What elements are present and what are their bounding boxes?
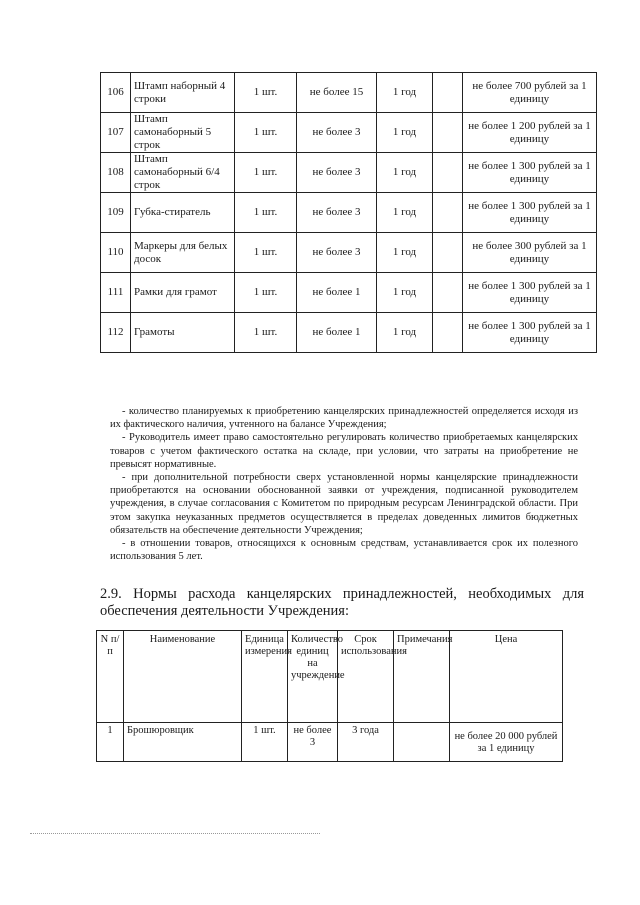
- table-row: [101, 153, 597, 193]
- item-term: 3 года: [338, 723, 394, 762]
- table-header-row: [97, 631, 563, 723]
- item-price: не более 1 300 рублей за 1 единицу: [463, 313, 597, 353]
- item-term: 1 год: [377, 273, 433, 313]
- item-term: 1 год: [377, 113, 433, 153]
- header-term: Срок использования: [338, 631, 394, 723]
- item-price: не более 300 рублей за 1 единицу: [463, 233, 597, 273]
- item-unit: 1 шт.: [235, 73, 297, 113]
- table-row: [101, 313, 597, 353]
- item-price: не более 1 300 рублей за 1 единицу: [463, 273, 597, 313]
- item-quantity: не более 3: [297, 233, 377, 273]
- row-number: 110: [101, 233, 131, 273]
- note-paragraph: - Руководитель имеет право самостоятельно регулировать количество приобретаемых канцелярских товаров с учетом фактического остатка на складе, при условии, что затраты на приобретение не превысят нормативные.: [110, 432, 578, 470]
- section-title: 2.9. Нормы расхода канцелярских принадлежностей, необходимых для обеспечения деятельности Учреждения:: [100, 586, 584, 619]
- stationery-norms-table: [100, 72, 597, 353]
- item-quantity: не более 3: [297, 193, 377, 233]
- item-name: Штамп самонаборный 5 строк: [131, 113, 235, 153]
- item-note: [433, 153, 463, 193]
- row-number: 112: [101, 313, 131, 353]
- item-price: не более 700 рублей за 1 единицу: [463, 73, 597, 113]
- table-row: [101, 273, 597, 313]
- row-number: 107: [101, 113, 131, 153]
- item-quantity: не более 1: [297, 273, 377, 313]
- item-term: 1 год: [377, 153, 433, 193]
- item-quantity: не более 3: [288, 723, 338, 762]
- item-quantity: не более 3: [297, 153, 377, 193]
- table-row: [101, 193, 597, 233]
- item-term: 1 год: [377, 193, 433, 233]
- item-price: не более 1 300 рублей за 1 единицу: [463, 153, 597, 193]
- item-quantity: не более 15: [297, 73, 377, 113]
- row-number: 108: [101, 153, 131, 193]
- note-paragraph: - при дополнительной потребности сверх установленной нормы канцелярские принадлежности приобретаются на основании обоснованной заявки от учреждения, подписанной руководителем учреждения, в случае согласования с Комитетом по природным ресурсам Ленинградской области. При этом закупка неуказанных предметов осуществляется в пределах доведенных лимитов бюджетных обязательств на обеспечение деятельности Учреждения;: [110, 472, 578, 536]
- item-unit: 1 шт.: [235, 113, 297, 153]
- header-price: Цена: [450, 631, 563, 723]
- item-note: [433, 313, 463, 353]
- item-note: [433, 233, 463, 273]
- row-number: 109: [101, 193, 131, 233]
- item-name: Брошюровщик: [124, 723, 242, 762]
- header-unit: Единица измерения: [242, 631, 288, 723]
- header-num: N п/п: [97, 631, 124, 723]
- item-note: [433, 193, 463, 233]
- header-name: Наименование: [124, 631, 242, 723]
- note-paragraph: - количество планируемых к приобретению канцелярских принадлежностей определяется исходя из их фактического наличия, учтенного на балансе Учреждения;: [110, 406, 578, 431]
- item-term: 1 год: [377, 233, 433, 273]
- note-paragraph: - в отношении товаров, относящихся к основным средствам, устанавливается срок их полезного использования 5 лет.: [110, 538, 578, 563]
- item-quantity: не более 3: [297, 113, 377, 153]
- item-unit: 1 шт.: [235, 313, 297, 353]
- item-name: Грамоты: [131, 313, 235, 353]
- table-row: [97, 723, 563, 762]
- item-note: [433, 273, 463, 313]
- header-qty: Количество единиц на учреждение: [288, 631, 338, 723]
- item-note: [433, 113, 463, 153]
- item-unit: 1 шт.: [242, 723, 288, 762]
- item-unit: 1 шт.: [235, 193, 297, 233]
- item-unit: 1 шт.: [235, 273, 297, 313]
- item-name: Рамки для грамот: [131, 273, 235, 313]
- item-name: Штамп наборный 4 строки: [131, 73, 235, 113]
- item-unit: 1 шт.: [235, 153, 297, 193]
- item-quantity: не более 1: [297, 313, 377, 353]
- table-row: [101, 113, 597, 153]
- footer-divider: [30, 833, 320, 834]
- row-number: 106: [101, 73, 131, 113]
- notes-block: [110, 405, 578, 563]
- item-name: Маркеры для белых досок: [131, 233, 235, 273]
- item-note: [433, 73, 463, 113]
- item-term: 1 год: [377, 313, 433, 353]
- row-number: 1: [97, 723, 124, 762]
- table-row: [101, 73, 597, 113]
- item-price: не более 20 000 рублей за 1 единицу: [450, 723, 563, 762]
- item-price: не более 1 200 рублей за 1 единицу: [463, 113, 597, 153]
- consumption-norms-table: [96, 630, 563, 762]
- table-row: [101, 233, 597, 273]
- item-unit: 1 шт.: [235, 233, 297, 273]
- item-term: 1 год: [377, 73, 433, 113]
- item-price: не более 1 300 рублей за 1 единицу: [463, 193, 597, 233]
- item-name: Губка-стиратель: [131, 193, 235, 233]
- item-note: [394, 723, 450, 762]
- item-name: Штамп самонаборный 6/4 строк: [131, 153, 235, 193]
- row-number: 111: [101, 273, 131, 313]
- header-note: Примечания: [394, 631, 450, 723]
